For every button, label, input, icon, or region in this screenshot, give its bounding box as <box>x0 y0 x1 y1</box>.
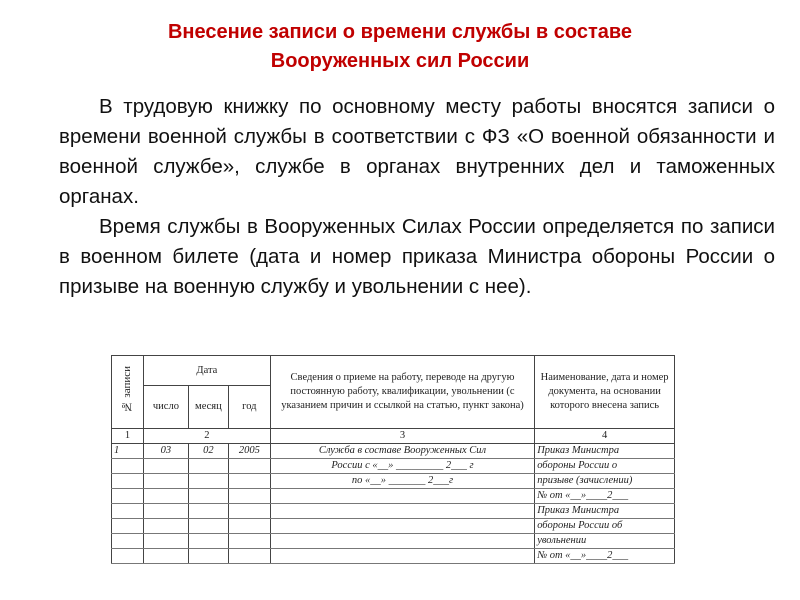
cell-num <box>112 459 144 474</box>
cell-year <box>228 534 270 549</box>
cell-info <box>270 504 534 519</box>
cell-month <box>188 504 228 519</box>
cell-doc: № от «__»____2___ <box>535 549 675 564</box>
col-number: 2 <box>143 429 270 444</box>
col-number: 3 <box>270 429 534 444</box>
table-row <box>112 534 675 549</box>
header-doc: Наименование, дата и номер документа, на основании которого внесена запись <box>535 356 675 429</box>
cell-month <box>188 519 228 534</box>
title-line-2: Вооруженных сил России <box>270 50 530 72</box>
header-year: год <box>228 386 270 429</box>
cell-day <box>143 504 188 519</box>
cell-year <box>228 504 270 519</box>
cell-year <box>228 459 270 474</box>
table-row <box>112 549 675 564</box>
header-month: месяц <box>188 386 228 429</box>
header-info: Сведения о приеме на работу, переводе на другую постоянную работу, квалификации, увольнении (с указанием причин и ссылкой на статью, пункт закона) <box>270 356 534 429</box>
cell-info <box>270 519 534 534</box>
header-day: число <box>143 386 188 429</box>
cell-info: России с «__» _________ 2___ г <box>270 459 534 474</box>
cell-doc: обороны России о <box>535 459 675 474</box>
title-line-1: Внесение записи о времени службы в составе <box>167 21 633 43</box>
cell-num <box>112 504 144 519</box>
cell-info <box>270 534 534 549</box>
cell-year <box>228 519 270 534</box>
cell-num: 1 <box>112 444 144 459</box>
cell-doc: Приказ Министра <box>535 444 675 459</box>
cell-doc: № от «__»____2___ <box>535 489 675 504</box>
table-row <box>112 474 675 489</box>
cell-day <box>143 474 188 489</box>
slide-body <box>59 92 775 302</box>
cell-day <box>143 549 188 564</box>
table-row <box>112 519 675 534</box>
cell-day <box>143 489 188 504</box>
cell-doc: Приказ Министра <box>535 504 675 519</box>
cell-month <box>188 534 228 549</box>
cell-doc: обороны России об <box>535 519 675 534</box>
cell-num <box>112 534 144 549</box>
cell-month <box>188 549 228 564</box>
cell-month <box>188 489 228 504</box>
col-number: 1 <box>112 429 144 444</box>
cell-info <box>270 549 534 564</box>
paragraph-1: В трудовую книжку по основному месту работы вносятся записи о времени военной службы в соответствии с ФЗ «О военной обязанности и военной службе», службе в органах внутренних дел и таможенных органах. <box>59 95 775 208</box>
cell-month <box>188 474 228 489</box>
cell-day <box>143 459 188 474</box>
header-date: Дата <box>143 356 270 386</box>
cell-num <box>112 549 144 564</box>
cell-num <box>112 474 144 489</box>
table-row <box>112 444 675 459</box>
cell-num <box>112 489 144 504</box>
col-number: 4 <box>535 429 675 444</box>
cell-year: 2005 <box>228 444 270 459</box>
cell-info <box>270 489 534 504</box>
cell-year <box>228 549 270 564</box>
cell-year <box>228 489 270 504</box>
header-num <box>112 356 144 429</box>
header-num-text: № записи <box>121 366 134 413</box>
paragraph-2: Время службы в Вооруженных Силах России определяется по записи в военном билете (дата и номер приказа Министра обороны России о призыве на военную службу и увольнении с нее). <box>59 215 775 298</box>
table-row <box>112 489 675 504</box>
cell-month: 02 <box>188 444 228 459</box>
table-row <box>112 459 675 474</box>
cell-day <box>143 534 188 549</box>
work-book-table <box>111 355 675 564</box>
cell-info: Служба в составе Вооруженных Сил <box>270 444 534 459</box>
cell-day: 03 <box>143 444 188 459</box>
cell-year <box>228 474 270 489</box>
cell-doc: увольнении <box>535 534 675 549</box>
cell-info: по «__» _______ 2___г <box>270 474 534 489</box>
cell-num <box>112 519 144 534</box>
table-row <box>112 504 675 519</box>
slide-title <box>0 18 800 76</box>
cell-doc: призыве (зачислении) <box>535 474 675 489</box>
cell-day <box>143 519 188 534</box>
cell-month <box>188 459 228 474</box>
